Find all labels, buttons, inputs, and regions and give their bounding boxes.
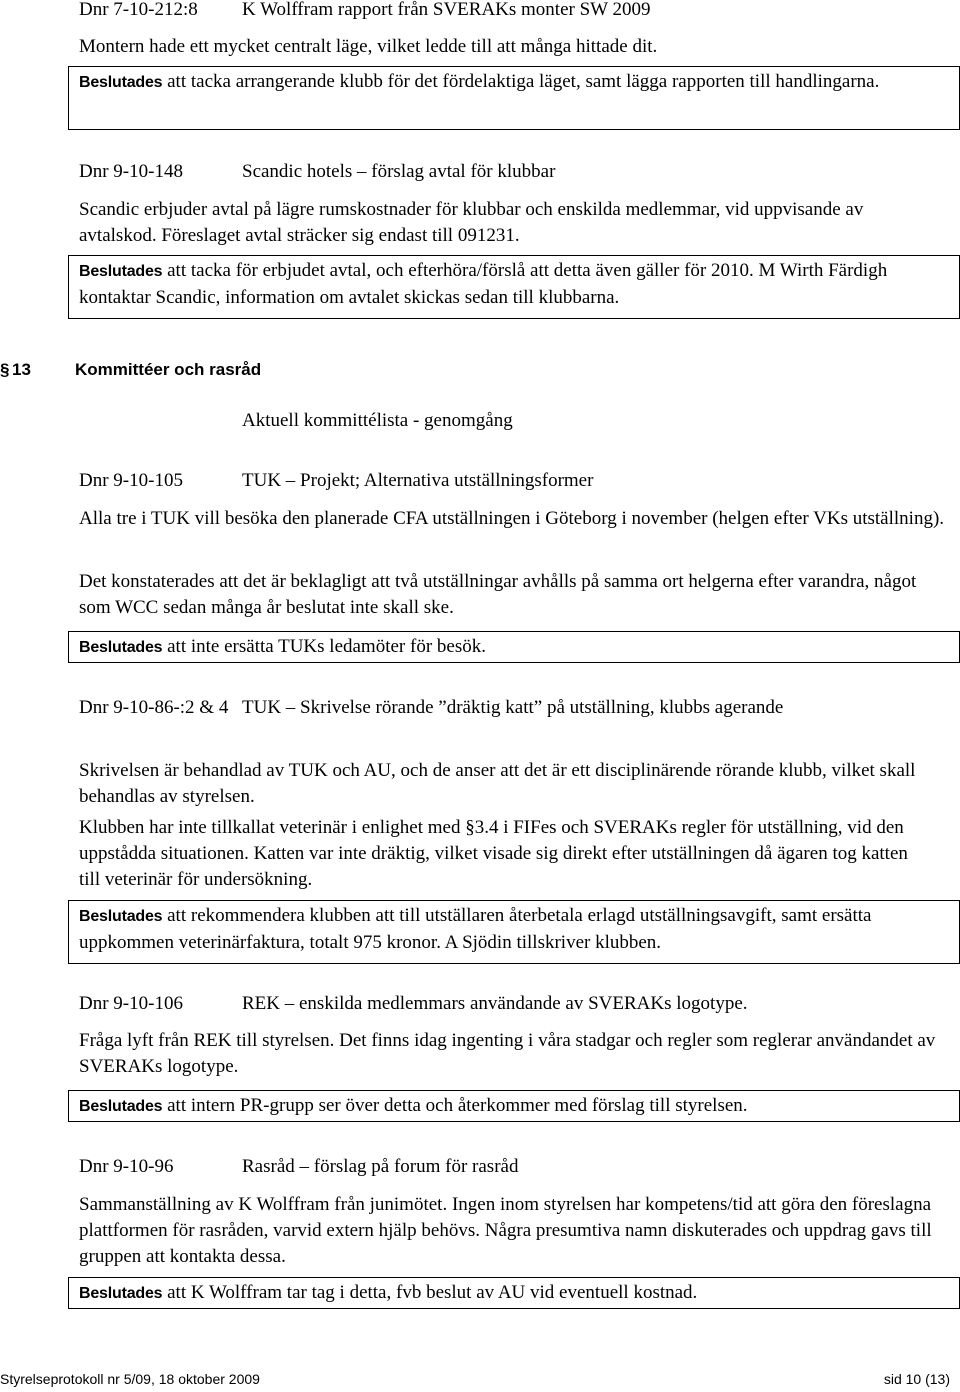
decision-text (79, 258, 951, 311)
footer-page-number: sid 10 (13) (883, 1371, 950, 1387)
decision-box (68, 66, 960, 130)
decision-body: att K Wolffram tar tag i detta, fvb beslut av AU vid eventuell kostnad. (162, 1282, 698, 1303)
decision-text (79, 69, 951, 96)
item-dnr: Dnr 9-10-105 (79, 470, 183, 491)
item-paragraph: Skrivelsen är behandlad av TUK och AU, och de anser att det är ett disciplinärende rörande klubb, vilket skall behandlas av styrelsen. (79, 760, 916, 807)
item-dnr: Dnr 9-10-96 (79, 1156, 174, 1177)
item-topic: TUK – Projekt; Alternativa utställningsformer (242, 470, 594, 491)
item-topic: Scandic hotels – förslag avtal för klubbar (242, 161, 556, 182)
item-paragraph: Sammanställning av K Wolffram från junimötet. Ingen inom styrelsen har kompetens/tid att göra den föreslagna plattformen för rasråden, varvid extern hjälp behövs. Några presumtiva namn diskuterades och uppdrag gavs till gruppen att kontakta dessa. (79, 1194, 932, 1267)
item-topic: K Wolffram rapport från SVERAKs monter SW 2009 (242, 0, 651, 20)
decision-body: att intern PR-grupp ser över detta och återkommer med förslag till styrelsen. (162, 1095, 748, 1116)
decision-body: att tacka för erbjudet avtal, och efterhöra/förslå att detta även gäller för 2010. M Wirth Färdigh kontaktar Scandic, information om avtalet skickas sedan till klubbarna. (79, 260, 888, 308)
section-subheading: Aktuell kommittélista - genomgång (242, 410, 513, 431)
decision-body: att inte ersätta TUKs ledamöter för besök. (162, 636, 486, 657)
section-title: Kommittéer och rasråd (75, 360, 262, 379)
item-dnr: Dnr 7-10-212:8 (79, 0, 198, 20)
page-footer (0, 1366, 960, 1388)
decision-keyword: Beslutades (79, 74, 163, 91)
decision-keyword: Beslutades (79, 1285, 163, 1302)
item-dnr: Dnr 9-10-86-:2 & 4 (79, 697, 229, 718)
footer-document-title: Styrelseprotokoll nr 5/09, 18 oktober 2009 (0, 1371, 260, 1387)
item-paragraph: Alla tre i TUK vill besöka den planerade CFA utställningen i Göteborg i november (helgen efter VKs utställning). (79, 508, 945, 529)
decision-keyword: Beslutades (79, 639, 163, 656)
section-number: 13 (12, 360, 31, 379)
item-topic: TUK – Skrivelse rörande ”dräktig katt” på utställning, klubbs agerande (242, 697, 784, 718)
decision-text (79, 634, 951, 661)
item-paragraph: Fråga lyft från REK till styrelsen. Det finns idag ingenting i våra stadgar och regler som reglerar användandet av SVERAKs logotype. (79, 1030, 936, 1077)
decision-text (79, 1093, 951, 1120)
decision-box (68, 1277, 960, 1309)
decision-box (68, 1090, 960, 1122)
item-paragraph: Montern hade ett mycket centralt läge, vilket ledde till att många hittade dit. (79, 36, 658, 57)
decision-body: att tacka arrangerande klubb för det fördelaktiga läget, samt lägga rapporten till handlingarna. (162, 71, 880, 92)
section-heading (0, 357, 960, 383)
decision-keyword: Beslutades (79, 908, 163, 925)
item-dnr: Dnr 9-10-106 (79, 993, 183, 1014)
decision-text (79, 1280, 951, 1307)
item-topic: REK – enskilda medlemmars användande av SVERAKs logotype. (242, 993, 748, 1014)
item-paragraph: Klubben har inte tillkallat veterinär i enlighet med §3.4 i FIFes och SVERAKs regler för utställning, vid den uppstådda situationen. Katten var inte dräktig, vilket visade sig direkt efter utställningen då ägaren tog katten till veterinär för undersökning. (79, 817, 908, 890)
section-symbol: § (0, 360, 10, 379)
decision-keyword: Beslutades (79, 263, 163, 280)
decision-box (68, 631, 960, 663)
item-paragraph: Scandic erbjuder avtal på lägre rumskostnader för klubbar och enskilda medlemmar, vid uppvisande av avtalskod. Föreslaget avtal sträcker sig endast till 091231. (79, 199, 864, 246)
decision-body: att rekommendera klubben att till utställaren återbetala erlagd utställningsavgift, samt ersätta uppkommen veterinärfaktura, totalt 975 kronor. A Sjödin tillskriver klubben. (79, 905, 872, 953)
item-dnr: Dnr 9-10-148 (79, 161, 183, 182)
decision-box (68, 900, 960, 964)
decision-box (68, 255, 960, 319)
decision-text (79, 903, 951, 956)
item-paragraph: Det konstaterades att det är beklagligt att två utställningar avhålls på samma ort helgerna efter varandra, något som WCC sedan många år beslutat inte skall ske. (79, 571, 917, 618)
decision-keyword: Beslutades (79, 1098, 163, 1115)
item-topic: Rasråd – förslag på forum för rasråd (242, 1156, 519, 1177)
